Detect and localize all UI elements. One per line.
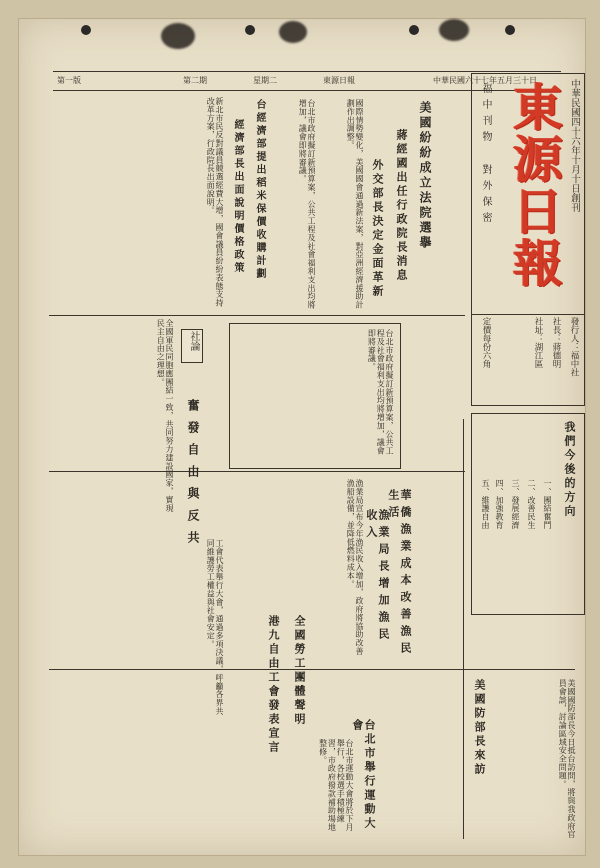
- bottom-body: 台北市運動大會將於下月舉行，各校選手積極練習，市政府撥款補助場地整修。: [318, 739, 354, 832]
- masthead-title: 東源日報: [505, 81, 564, 289]
- bottom-right-body: 美國國防部長今日抵台訪問，將與我政府官員會談，討論區域安全問題。: [558, 679, 576, 839]
- publisher-line: 發行人：福中社: [569, 317, 579, 377]
- editorial-body: 全國軍民同胞應團結一致，共同努力建設國家，實現民主自由之理想。: [156, 319, 174, 513]
- mid-body: 漁業局宣布今年漁民收入增加，政府將協助改善漁船設備，並降低燃料成本。: [346, 479, 364, 656]
- lower-headline-2: 全國勞工團體聲明: [293, 615, 306, 727]
- publisher-info-box: [471, 313, 585, 406]
- headline-main: 美國紛紛成立法院選擧: [418, 101, 432, 251]
- mid-headline: 華僑漁業成本改善漁民生活: [386, 489, 412, 659]
- price-label: 定價每份六角: [481, 317, 491, 368]
- divider: [49, 315, 465, 316]
- column-divider: [463, 419, 464, 839]
- headline-sub2: 外交部長決定金面革新: [371, 159, 384, 299]
- binder-hole: [505, 25, 515, 35]
- side-headline-2: 經濟部長出面說明價格政策: [232, 119, 243, 275]
- directions-item: 二、改善民生: [527, 479, 536, 530]
- ink-stain: [279, 21, 307, 43]
- directions-item: 五、維護自由: [481, 479, 490, 530]
- header-weekday: 星期二: [253, 76, 277, 85]
- publisher-line: 社長：蔣德明: [551, 317, 561, 368]
- binder-hole: [81, 25, 91, 35]
- lower-headline: 港九自由工會發表宣言: [267, 615, 280, 755]
- binder-hole: [409, 25, 419, 35]
- ink-stain: [161, 23, 195, 49]
- directions-item: 一、團結奮鬥: [543, 479, 552, 530]
- directions-title: 我們今後的方向: [563, 421, 576, 519]
- header-issue: 第二期: [183, 76, 207, 85]
- editorial-title: 奮發自由與反共: [186, 399, 200, 553]
- ink-stain: [439, 19, 469, 41]
- lower-body: 工會代表舉行大會，通過多項決議，呼籲各界共同維護勞工權益與社會安定。: [206, 539, 224, 716]
- header-page: 第一版: [57, 76, 81, 85]
- directions-item: 三、發展經濟: [511, 479, 520, 530]
- headline-sub1: 蔣經國出任行政院長消息: [395, 129, 408, 283]
- editorial-label: 社論: [181, 329, 203, 363]
- bottom-right-headline: 美國防部長來訪: [473, 679, 486, 777]
- side-headline: 台經濟部提出稻米保價收購計劃: [254, 99, 265, 281]
- newspaper-page: [18, 18, 586, 856]
- masthead-slogan: 福中刊物 對外保密: [480, 83, 491, 228]
- binder-hole: [245, 25, 255, 35]
- article-body-top-right: 國際情勢變化，美國國會通過新法案，對亞洲經濟援助計劃作出調整。: [346, 99, 364, 309]
- masthead-date: 中華民國四十六年十月十日創刊: [569, 79, 580, 212]
- article-body-top-left: 新北市民反對議員競選經費大增，國會議員紛紛表態支持改革方案，行政院長出面說明。: [206, 97, 224, 307]
- boxed-notice-text: 台北市政府擬訂新預算案，公共工程及社會福利支出均將增加，議會即將審議。: [367, 329, 394, 455]
- directions-item: 四、加強教育: [495, 479, 504, 530]
- mid-headline-2: 漁業局長增加漁民收入: [364, 509, 390, 645]
- publisher-line: 社址：湖江區: [533, 317, 543, 368]
- bottom-headline: 台北市舉行運動大會: [350, 719, 376, 831]
- header-date: 中華民國六十七年五月三十日: [433, 76, 537, 85]
- article-body-top-mid: 台北市政府擬訂新預算案，公共工程及社會福利支出均將增加，議會即將審議。: [298, 99, 316, 309]
- header-paper-name: 東源日報: [323, 76, 355, 85]
